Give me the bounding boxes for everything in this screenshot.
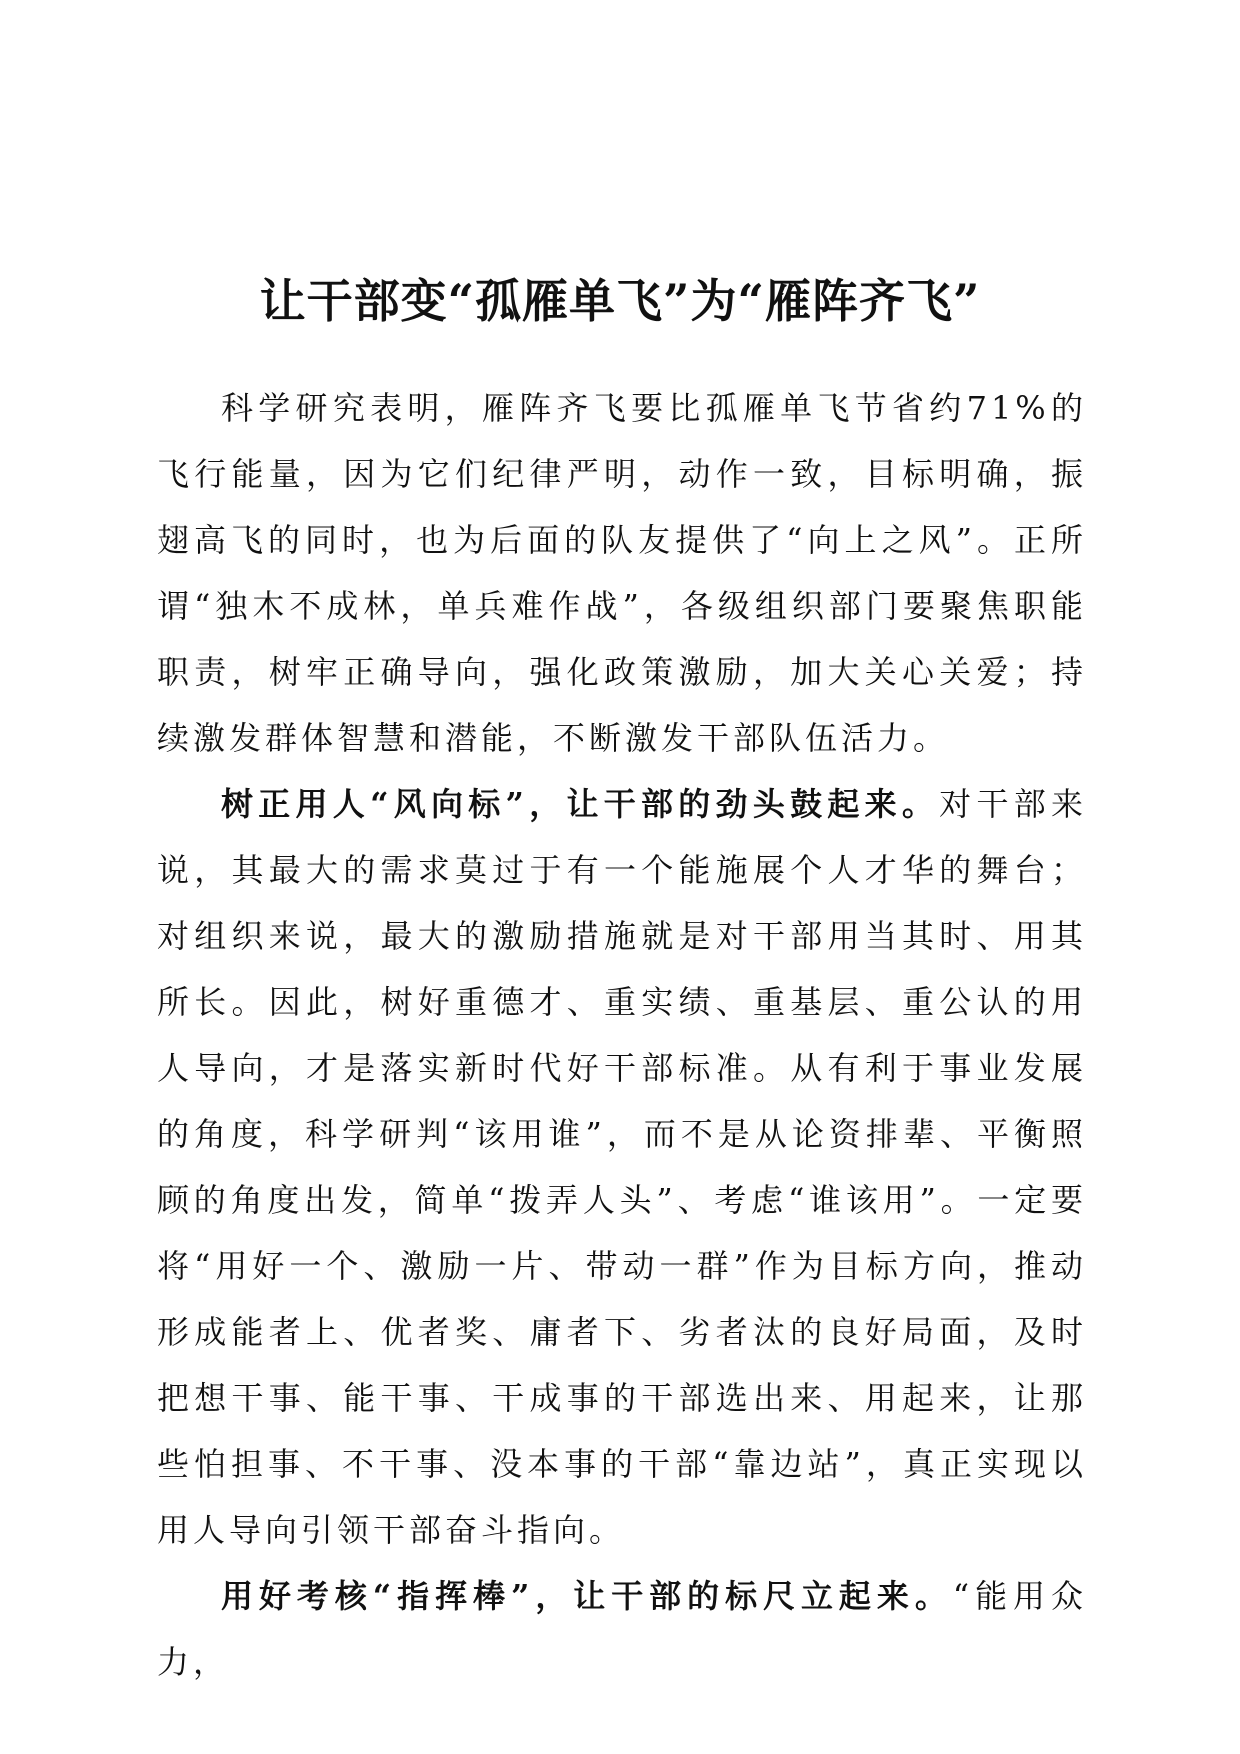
- document-body: [157, 375, 1087, 1695]
- paragraph-3-lead: 用好考核“指挥棒”，让干部的标尺立起来。: [221, 1577, 953, 1615]
- paragraph-1-text: 科学研究表明，雁阵齐飞要比孤雁单飞节省约71%的飞行能量，因为它们纪律严明，动作一致，目标明确，振翅高飞的同时，也为后面的队友提供了“向上之风”。正所谓“独木不成林，单兵难作战”，各级组织部门要聚焦职能职责，树牢正确导向，强化政策激励，加大关心关爱；持续激发群体智慧和潜能，不断激发干部队伍活力。: [157, 389, 1087, 757]
- paragraph-2-lead: 树正用人“风向标”，让干部的劲头鼓起来。: [221, 785, 940, 823]
- paragraph-3-text: “能用众力，: [157, 1577, 1087, 1681]
- paragraph-2: [157, 771, 1087, 1563]
- document-title: 让干部变“孤雁单飞”为“雁阵齐飞”: [259, 273, 981, 328]
- paragraph-1: [157, 375, 1087, 771]
- paragraph-2-text: 对干部来说，其最大的需求莫过于有一个能施展个人才华的舞台；对组织来说，最大的激励措施就是对干部用当其时、用其所长。因此，树好重德才、重实绩、重基层、重公认的用人导向，才是落实新时代好干部标准。从有利于事业发展的角度，科学研判“该用谁”，而不是从论资排辈、平衡照顾的角度出发，简单“拨弄人头”、考虑“谁该用”。一定要将“用好一个、激励一片、带动一群”作为目标方向，推动形成能者上、优者奖、庸者下、劣者汰的良好局面，及时把想干事、能干事、干成事的干部选出来、用起来，让那些怕担事、不干事、没本事的干部“靠边站”，真正实现以用人导向引领干部奋斗指向。: [157, 785, 1087, 1549]
- paragraph-3: [157, 1563, 1087, 1695]
